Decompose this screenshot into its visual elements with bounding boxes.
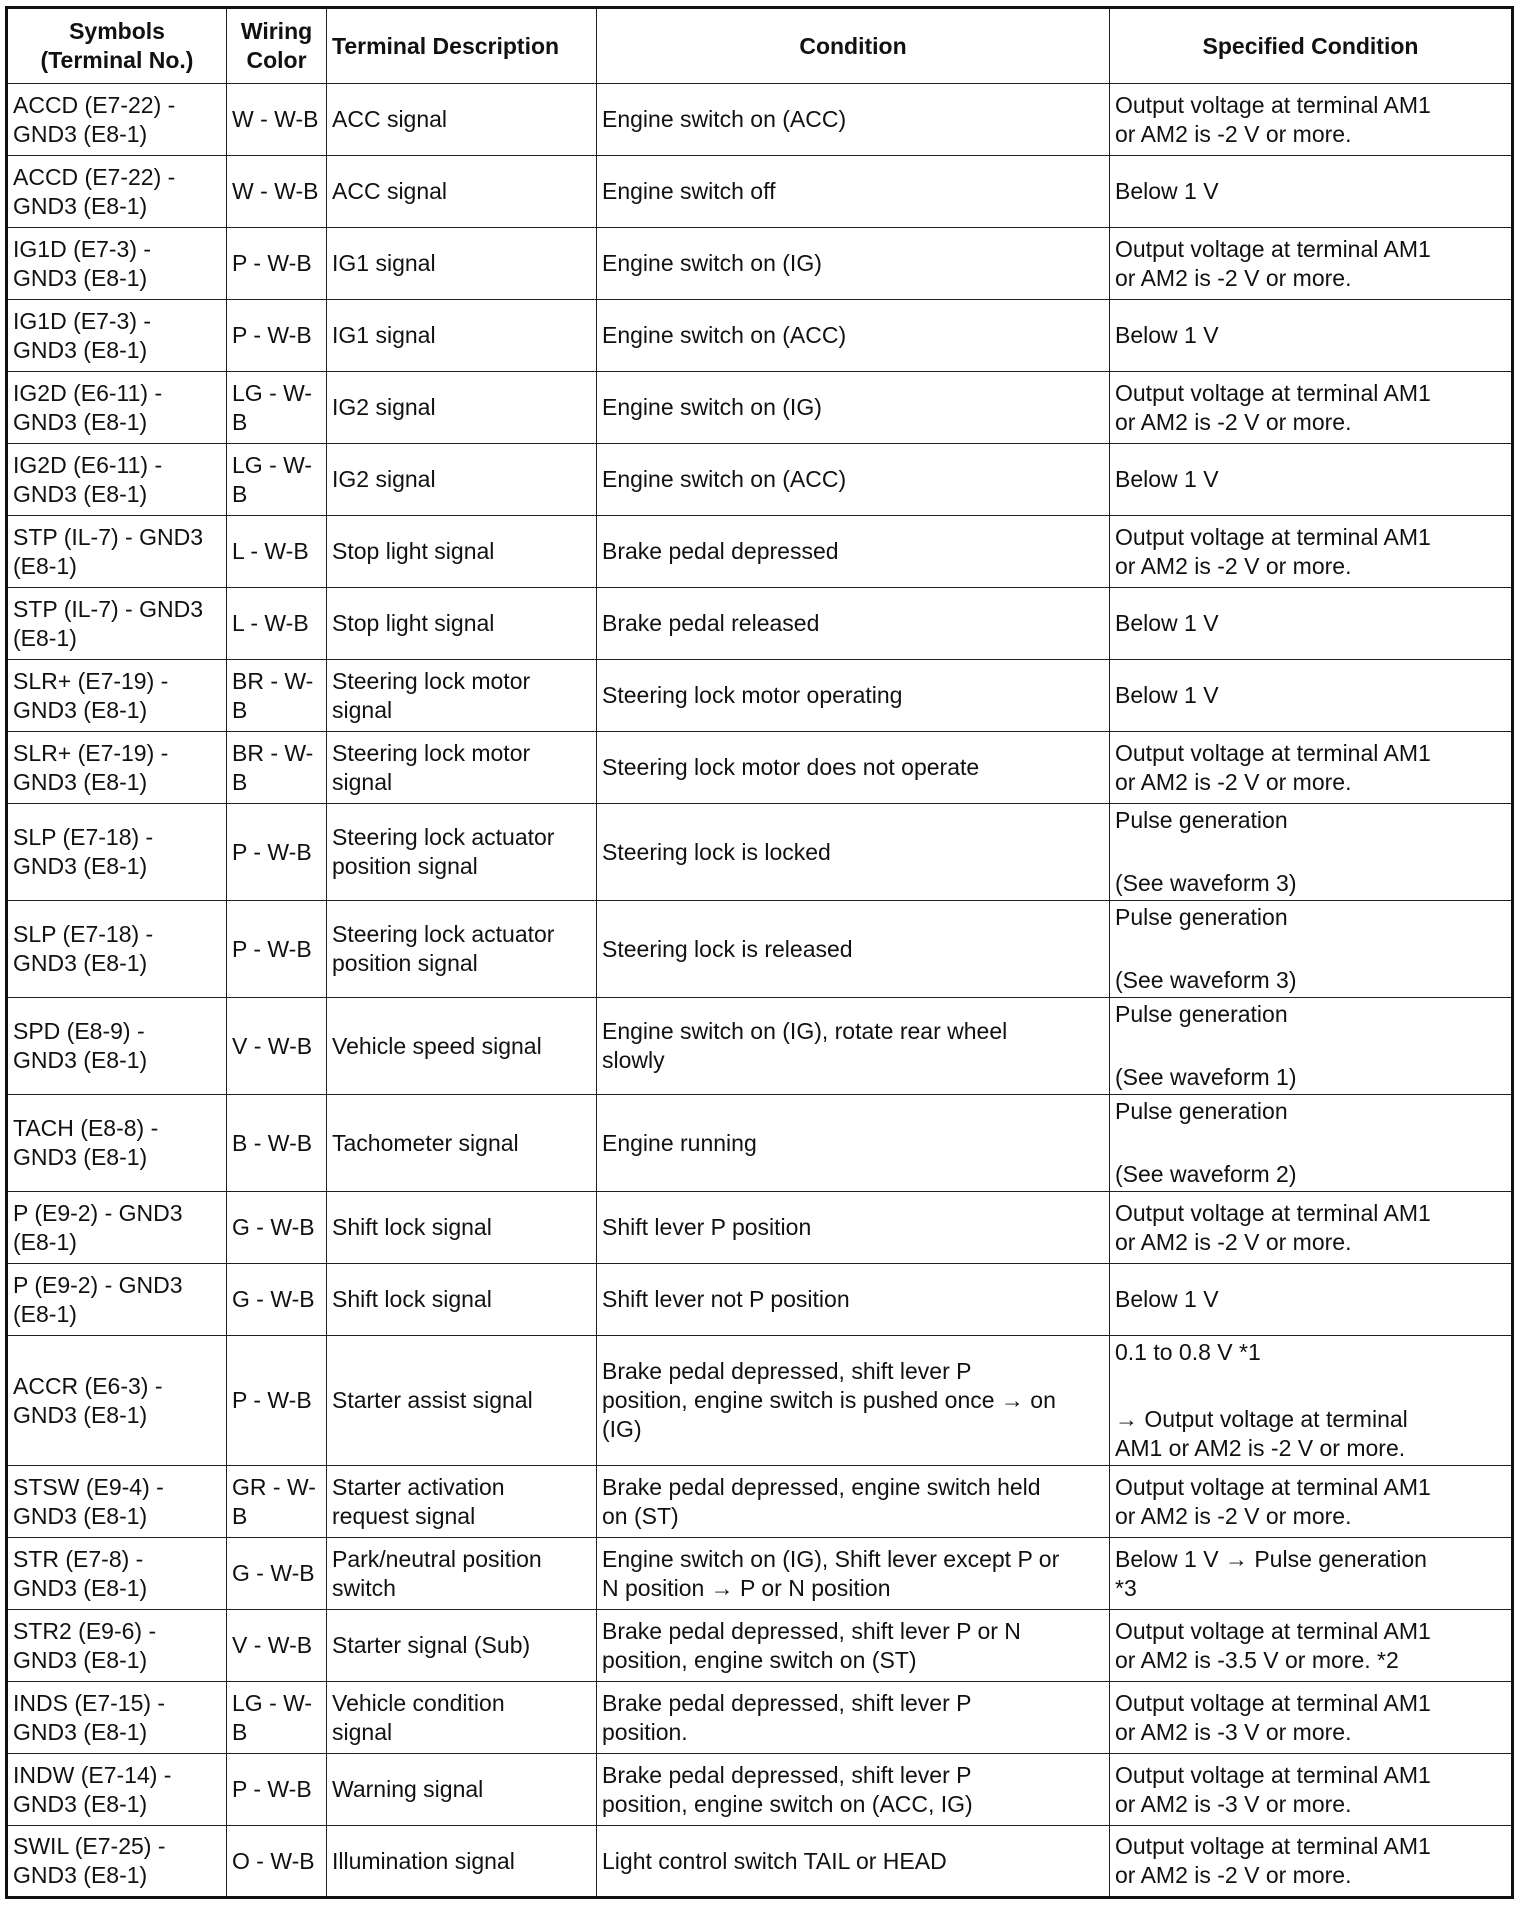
cell-specified-condition: Output voltage at terminal AM1 or AM2 is -2 V or more. xyxy=(1110,84,1513,156)
cell-wiring-color: P - W-B xyxy=(227,300,327,372)
cell-wiring-color: BR - W-B xyxy=(227,732,327,804)
cell-symbol: SLR+ (E7-19) - GND3 (E8-1) xyxy=(7,732,227,804)
cell-symbol: ACCD (E7-22) - GND3 (E8-1) xyxy=(7,156,227,228)
table-row xyxy=(7,1682,1513,1754)
cell-symbol: STR (E7-8) - GND3 (E8-1) xyxy=(7,1538,227,1610)
cell-terminal-description: Steering lock actuator position signal xyxy=(327,804,597,901)
cell-symbol: STSW (E9-4) - GND3 (E8-1) xyxy=(7,1466,227,1538)
specified-note: (See waveform 1) xyxy=(1115,1064,1297,1090)
cell-wiring-color: W - W-B xyxy=(227,84,327,156)
cell-condition: Steering lock is locked xyxy=(597,804,1110,901)
cell-specified-condition xyxy=(1110,998,1513,1095)
specified-split xyxy=(1115,1338,1506,1463)
table-row xyxy=(7,1610,1513,1682)
specified-main: Pulse generation xyxy=(1115,1001,1288,1027)
table-row xyxy=(7,228,1513,300)
table-row xyxy=(7,1754,1513,1826)
specified-main: 0.1 to 0.8 V *1 xyxy=(1115,1339,1261,1365)
cell-specified-condition: Below 1 V → Pulse generation *3 xyxy=(1110,1538,1513,1610)
cell-symbol: STR2 (E9-6) - GND3 (E8-1) xyxy=(7,1610,227,1682)
cell-wiring-color: GR - W-B xyxy=(227,1466,327,1538)
header-condition: Condition xyxy=(597,8,1110,84)
cell-terminal-description: Starter activation request signal xyxy=(327,1466,597,1538)
cell-specified-condition: Below 1 V xyxy=(1110,1264,1513,1336)
cell-symbol: ACCD (E7-22) - GND3 (E8-1) xyxy=(7,84,227,156)
cell-condition: Shift lever not P position xyxy=(597,1264,1110,1336)
cell-condition: Light control switch TAIL or HEAD xyxy=(597,1826,1110,1898)
cell-condition: Shift lever P position xyxy=(597,1192,1110,1264)
cell-condition: Brake pedal released xyxy=(597,588,1110,660)
cell-specified-condition: Output voltage at terminal AM1 or AM2 is -2 V or more. xyxy=(1110,1826,1513,1898)
cell-specified-condition: Below 1 V xyxy=(1110,300,1513,372)
header-symbols: Symbols (Terminal No.) xyxy=(7,8,227,84)
cell-specified-condition xyxy=(1110,1336,1513,1466)
cell-wiring-color: B - W-B xyxy=(227,1095,327,1192)
cell-terminal-description: Illumination signal xyxy=(327,1826,597,1898)
table-row xyxy=(7,998,1513,1095)
cell-specified-condition: Below 1 V xyxy=(1110,156,1513,228)
cell-specified-condition xyxy=(1110,804,1513,901)
header-row xyxy=(7,8,1513,84)
cell-condition: Engine switch on (IG), Shift lever except P or N position → P or N position xyxy=(597,1538,1110,1610)
cell-symbol: SWIL (E7-25) - GND3 (E8-1) xyxy=(7,1826,227,1898)
cell-specified-condition: Output voltage at terminal AM1 or AM2 is -3.5 V or more. *2 xyxy=(1110,1610,1513,1682)
cell-symbol: SLP (E7-18) - GND3 (E8-1) xyxy=(7,804,227,901)
cell-symbol: INDW (E7-14) - GND3 (E8-1) xyxy=(7,1754,227,1826)
cell-terminal-description: Shift lock signal xyxy=(327,1264,597,1336)
cell-condition: Engine switch off xyxy=(597,156,1110,228)
specified-split xyxy=(1115,1000,1506,1092)
cell-condition: Brake pedal depressed, shift lever P or N position, engine switch on (ST) xyxy=(597,1610,1110,1682)
table-row xyxy=(7,84,1513,156)
cell-wiring-color: V - W-B xyxy=(227,1610,327,1682)
specified-split xyxy=(1115,903,1506,995)
cell-wiring-color: BR - W-B xyxy=(227,660,327,732)
cell-symbol: TACH (E8-8) - GND3 (E8-1) xyxy=(7,1095,227,1192)
table-row xyxy=(7,1538,1513,1610)
specified-split xyxy=(1115,1097,1506,1189)
cell-specified-condition xyxy=(1110,1095,1513,1192)
cell-terminal-description: IG2 signal xyxy=(327,444,597,516)
specified-note: (See waveform 3) xyxy=(1115,967,1297,993)
cell-wiring-color: G - W-B xyxy=(227,1538,327,1610)
specified-main: Pulse generation xyxy=(1115,1098,1288,1124)
cell-specified-condition: Below 1 V xyxy=(1110,588,1513,660)
cell-wiring-color: G - W-B xyxy=(227,1264,327,1336)
cell-condition: Brake pedal depressed xyxy=(597,516,1110,588)
cell-symbol: IG2D (E6-11) - GND3 (E8-1) xyxy=(7,372,227,444)
cell-terminal-description: Stop light signal xyxy=(327,588,597,660)
cell-condition: Engine switch on (ACC) xyxy=(597,444,1110,516)
table-row xyxy=(7,588,1513,660)
cell-symbol: SPD (E8-9) - GND3 (E8-1) xyxy=(7,998,227,1095)
table-row xyxy=(7,1466,1513,1538)
specified-main: Pulse generation xyxy=(1115,904,1288,930)
cell-wiring-color: L - W-B xyxy=(227,516,327,588)
cell-terminal-description: Steering lock motor signal xyxy=(327,732,597,804)
cell-condition: Engine switch on (IG), rotate rear wheel slowly xyxy=(597,998,1110,1095)
table-row xyxy=(7,372,1513,444)
cell-specified-condition: Output voltage at terminal AM1 or AM2 is -3 V or more. xyxy=(1110,1754,1513,1826)
cell-specified-condition: Output voltage at terminal AM1 or AM2 is -2 V or more. xyxy=(1110,1192,1513,1264)
cell-symbol: SLR+ (E7-19) - GND3 (E8-1) xyxy=(7,660,227,732)
header-terminal-description: Terminal Description xyxy=(327,8,597,84)
cell-condition: Steering lock is released xyxy=(597,901,1110,998)
table-row xyxy=(7,444,1513,516)
cell-terminal-description: ACC signal xyxy=(327,84,597,156)
specified-note: → Output voltage at terminal AM1 or AM2 is -2 V or more. xyxy=(1115,1406,1408,1461)
cell-terminal-description: IG1 signal xyxy=(327,300,597,372)
cell-specified-condition: Output voltage at terminal AM1 or AM2 is -2 V or more. xyxy=(1110,732,1513,804)
table-row xyxy=(7,1192,1513,1264)
cell-wiring-color: P - W-B xyxy=(227,901,327,998)
cell-terminal-description: IG2 signal xyxy=(327,372,597,444)
cell-symbol: IG2D (E6-11) - GND3 (E8-1) xyxy=(7,444,227,516)
cell-specified-condition: Below 1 V xyxy=(1110,444,1513,516)
specified-split xyxy=(1115,806,1506,898)
table-row xyxy=(7,660,1513,732)
cell-terminal-description: Park/neutral position switch xyxy=(327,1538,597,1610)
cell-condition: Brake pedal depressed, engine switch held on (ST) xyxy=(597,1466,1110,1538)
cell-condition: Brake pedal depressed, shift lever P position, engine switch is pushed once → on (IG) xyxy=(597,1336,1110,1466)
cell-wiring-color: G - W-B xyxy=(227,1192,327,1264)
cell-wiring-color: P - W-B xyxy=(227,804,327,901)
table-row xyxy=(7,1336,1513,1466)
cell-symbol: INDS (E7-15) - GND3 (E8-1) xyxy=(7,1682,227,1754)
cell-condition: Steering lock motor operating xyxy=(597,660,1110,732)
table-body xyxy=(7,84,1513,1898)
cell-wiring-color: LG - W-B xyxy=(227,372,327,444)
cell-specified-condition: Output voltage at terminal AM1 or AM2 is -2 V or more. xyxy=(1110,372,1513,444)
cell-terminal-description: Starter assist signal xyxy=(327,1336,597,1466)
table-row xyxy=(7,300,1513,372)
table-row xyxy=(7,1264,1513,1336)
cell-condition: Engine switch on (ACC) xyxy=(597,300,1110,372)
cell-terminal-description: Vehicle condition signal xyxy=(327,1682,597,1754)
specified-main: Pulse generation xyxy=(1115,807,1288,833)
cell-terminal-description: Shift lock signal xyxy=(327,1192,597,1264)
cell-terminal-description: Steering lock actuator position signal xyxy=(327,901,597,998)
cell-specified-condition: Output voltage at terminal AM1 or AM2 is -2 V or more. xyxy=(1110,228,1513,300)
cell-terminal-description: Vehicle speed signal xyxy=(327,998,597,1095)
cell-condition: Brake pedal depressed, shift lever P position, engine switch on (ACC, IG) xyxy=(597,1754,1110,1826)
table-row xyxy=(7,804,1513,901)
cell-specified-condition: Output voltage at terminal AM1 or AM2 is -2 V or more. xyxy=(1110,516,1513,588)
cell-symbol: P (E9-2) - GND3 (E8-1) xyxy=(7,1192,227,1264)
cell-condition: Engine switch on (IG) xyxy=(597,228,1110,300)
cell-terminal-description: Warning signal xyxy=(327,1754,597,1826)
table-row xyxy=(7,901,1513,998)
cell-symbol: IG1D (E7-3) - GND3 (E8-1) xyxy=(7,228,227,300)
cell-condition: Engine switch on (ACC) xyxy=(597,84,1110,156)
cell-wiring-color: W - W-B xyxy=(227,156,327,228)
cell-symbol: STP (IL-7) - GND3 (E8-1) xyxy=(7,516,227,588)
cell-symbol: P (E9-2) - GND3 (E8-1) xyxy=(7,1264,227,1336)
cell-wiring-color: P - W-B xyxy=(227,228,327,300)
cell-specified-condition: Output voltage at terminal AM1 or AM2 is -3 V or more. xyxy=(1110,1682,1513,1754)
cell-specified-condition: Output voltage at terminal AM1 or AM2 is -2 V or more. xyxy=(1110,1466,1513,1538)
cell-terminal-description: IG1 signal xyxy=(327,228,597,300)
table-row xyxy=(7,516,1513,588)
cell-wiring-color: LG - W-B xyxy=(227,1682,327,1754)
cell-terminal-description: Steering lock motor signal xyxy=(327,660,597,732)
cell-symbol: IG1D (E7-3) - GND3 (E8-1) xyxy=(7,300,227,372)
header-specified-condition: Specified Condition xyxy=(1110,8,1513,84)
cell-condition: Brake pedal depressed, shift lever P position. xyxy=(597,1682,1110,1754)
cell-condition: Steering lock motor does not operate xyxy=(597,732,1110,804)
cell-terminal-description: Tachometer signal xyxy=(327,1095,597,1192)
table-row xyxy=(7,1095,1513,1192)
cell-wiring-color: P - W-B xyxy=(227,1336,327,1466)
cell-specified-condition xyxy=(1110,901,1513,998)
cell-specified-condition: Below 1 V xyxy=(1110,660,1513,732)
specified-note: (See waveform 3) xyxy=(1115,870,1297,896)
cell-symbol: STP (IL-7) - GND3 (E8-1) xyxy=(7,588,227,660)
table-row xyxy=(7,732,1513,804)
cell-wiring-color: V - W-B xyxy=(227,998,327,1095)
cell-wiring-color: LG - W-B xyxy=(227,444,327,516)
specified-note: (See waveform 2) xyxy=(1115,1161,1297,1187)
cell-terminal-description: ACC signal xyxy=(327,156,597,228)
cell-wiring-color: O - W-B xyxy=(227,1826,327,1898)
table-row xyxy=(7,156,1513,228)
cell-wiring-color: P - W-B xyxy=(227,1754,327,1826)
table-row xyxy=(7,1826,1513,1898)
cell-condition: Engine switch on (IG) xyxy=(597,372,1110,444)
cell-condition: Engine running xyxy=(597,1095,1110,1192)
cell-symbol: ACCR (E6-3) - GND3 (E8-1) xyxy=(7,1336,227,1466)
cell-terminal-description: Stop light signal xyxy=(327,516,597,588)
cell-terminal-description: Starter signal (Sub) xyxy=(327,1610,597,1682)
cell-wiring-color: L - W-B xyxy=(227,588,327,660)
cell-symbol: SLP (E7-18) - GND3 (E8-1) xyxy=(7,901,227,998)
terminal-table xyxy=(5,6,1514,1899)
header-wiring-color: Wiring Color xyxy=(227,8,327,84)
